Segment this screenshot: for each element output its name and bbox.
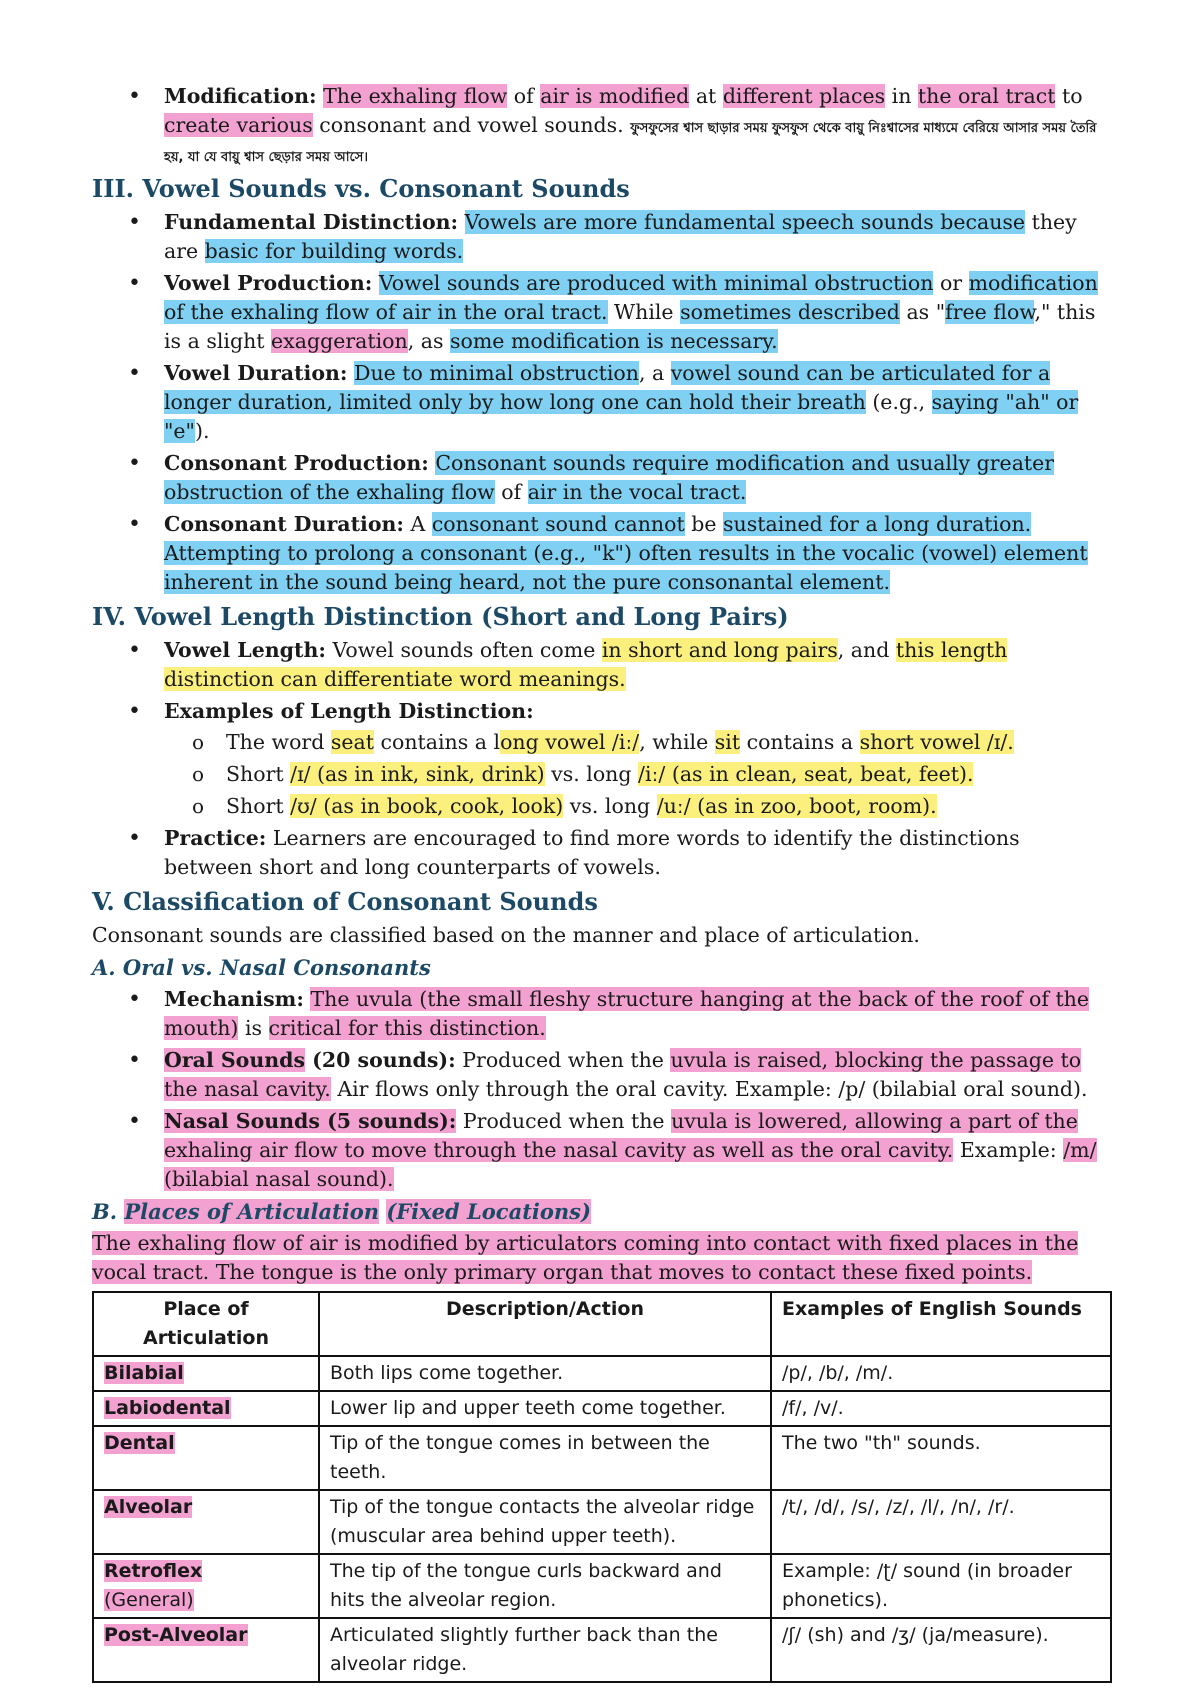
body-text: , while: [639, 730, 715, 754]
list-item: [164, 82, 1112, 169]
table-cell-description: Tip of the tongue contacts the alveolar ridge (muscular area behind upper teeth).: [319, 1490, 771, 1554]
highlight-text: Consonant sounds require modification and usually greater obstruction of the exhaling flow: [164, 451, 1055, 504]
table-row: [93, 1490, 1111, 1554]
sub-list-item: [226, 792, 1112, 821]
highlight-text: sometimes described: [680, 300, 900, 324]
highlight-text: basic for building words.: [204, 239, 464, 263]
bullet-label: Modification:: [164, 84, 317, 108]
body-text: is: [238, 1016, 269, 1040]
body-text: , and: [837, 638, 896, 662]
place-label: Dental: [104, 1432, 175, 1454]
table-row: [93, 1391, 1111, 1426]
body-text: Produced when the: [455, 1048, 671, 1072]
body-text: Short: [226, 794, 291, 818]
place-label: Labiodental: [104, 1397, 231, 1419]
list-item: [164, 697, 1112, 821]
subheading-paren: (Fixed Locations): [386, 1199, 591, 1224]
subheading-title: Places of Articulation: [124, 1199, 380, 1224]
articulation-table: [92, 1291, 1112, 1683]
bullet-label: Practice:: [164, 826, 267, 850]
bullet-label: Vowel Length:: [164, 638, 326, 662]
highlight-text: Vowels are more fundamental speech sounds because: [464, 210, 1026, 234]
section-intro: Consonant sounds are classified based on the manner and place of articulation.: [92, 923, 920, 947]
table-header: Description/Action: [319, 1292, 771, 1356]
body-text: be: [684, 512, 723, 536]
highlight-text: free flow: [945, 300, 1035, 324]
table-cell-place: [93, 1618, 319, 1682]
table-header: Examples of English Sounds: [771, 1292, 1111, 1356]
place-label: Post-Alveolar: [104, 1624, 248, 1646]
body-text: consonant and vowel sounds.: [312, 113, 624, 137]
highlight-text: exaggeration: [271, 329, 408, 353]
table-cell-place: [93, 1426, 319, 1490]
place-label: Alveolar: [104, 1496, 193, 1518]
highlight-text: Vowel sounds are produced with minimal obstruction: [378, 271, 934, 295]
highlight-text: Due to minimal obstruction: [354, 361, 639, 385]
body-text: , as: [407, 329, 450, 353]
bullet-label: Consonant Duration:: [164, 512, 404, 536]
table-cell-description: Lower lip and upper teeth come together.: [319, 1391, 771, 1426]
place-sublabel: (General): [104, 1589, 194, 1611]
table-cell-description: Articulated slightly further back than the alveolar ridge.: [319, 1618, 771, 1682]
highlight-text: short vowel /ɪ/.: [859, 730, 1014, 754]
list-item: [164, 824, 1112, 882]
body-text: contains a l: [373, 730, 501, 754]
table-cell-examples: /p/, /b/, /m/.: [771, 1356, 1111, 1391]
highlight-text: uvula is lowered, allowing a part of the exhaling air flow to move through the nasal cavity as well as the oral cavity.: [164, 1109, 1078, 1162]
highlight-text: different places: [722, 84, 886, 108]
subheading-letter: B: [92, 1199, 110, 1224]
list-item: [164, 636, 1112, 694]
list-item: [164, 1107, 1112, 1194]
bullet-label: Nasal Sounds (5 sounds):: [164, 1109, 457, 1133]
bengali-annotation: ফুসফুসের শ্বাস ছাড়ার সময় ফুসফুস থেকে বায়ু নিঃশ্বাসের মাধ্যমে বেরিয়ে আসার সময় তৈরি হয়, যা যে বায়ু শ্বাস ছেড়ার সময় আসে।: [164, 121, 1097, 165]
highlight-text: sustained for a long duration. Attempting to prolong a consonant (e.g., "k") often results in the vocalic (vowel) element inherent in the sound being heard, not the pure consonantal element.: [164, 512, 1088, 594]
table-header-row: [93, 1292, 1111, 1356]
table-cell-examples: The two "th" sounds.: [771, 1426, 1111, 1490]
place-label: Retroflex: [104, 1560, 203, 1582]
highlight-text: /iː/ (as in clean, seat, beat, feet).: [638, 762, 974, 786]
highlight-text: in short and long pairs: [601, 638, 838, 662]
body-text: A: [403, 512, 432, 536]
body-text: vs. long: [563, 794, 657, 818]
body-text: at: [689, 84, 723, 108]
body-text: Short: [226, 762, 291, 786]
bullet-list: [92, 208, 1112, 597]
highlight-text: uvula is raised, blocking the passage to the nasal cavity.: [164, 1048, 1082, 1101]
body-text: or: [933, 271, 969, 295]
list-item: [164, 449, 1112, 507]
bullet-label: Mechanism:: [164, 987, 304, 1011]
body-text: vs. long: [544, 762, 639, 786]
table-row: [93, 1554, 1111, 1618]
section-heading-5: V. Classification of Consonant Sounds: [92, 887, 598, 916]
highlight-text: the oral tract: [917, 84, 1056, 108]
section-heading-4: IV. Vowel Length Distinction (Short and Long Pairs): [92, 602, 789, 631]
highlight-text: The exhaling flow: [323, 84, 508, 108]
subheading-dot: .: [109, 1199, 125, 1224]
subheading-b: [92, 1198, 1112, 1226]
highlight-text: ong vowel /iː/: [500, 730, 640, 754]
sub-list-item: [226, 760, 1112, 789]
section-paragraph: [92, 1229, 1112, 1287]
highlight-text: modification of the exhaling flow of air in the oral tract.: [164, 271, 1098, 324]
body-text: Learners are encouraged to find more words to identify the distinctions between short and long counterparts of vowels.: [164, 826, 1020, 879]
highlight-text: The exhaling flow of air is modified by articulators coming into contact with fixed places in the vocal tract. The tongue is the only primary organ that moves to contact these fixed points.: [92, 1231, 1079, 1284]
highlight-text: The uvula (the small fleshy structure hanging at the back of the roof of the mouth): [164, 987, 1090, 1040]
body-text: Example:: [953, 1138, 1064, 1162]
highlight-text: sit: [714, 730, 741, 754]
table-cell-description: The tip of the tongue curls backward and hits the alveolar region.: [319, 1554, 771, 1618]
body-text: of: [494, 480, 528, 504]
table-header: Place of Articulation: [93, 1292, 319, 1356]
highlight-text: critical for this distinction.: [268, 1016, 546, 1040]
body-text: Air flows only through the oral cavity. Example: /p/ (bilabial oral sound).: [330, 1077, 1088, 1101]
table-cell-place: [93, 1391, 319, 1426]
body-text: to: [1055, 84, 1083, 108]
table-cell-place: [93, 1356, 319, 1391]
body-text: Vowel sounds often come: [325, 638, 602, 662]
bullet-label: Oral Sounds: [164, 1048, 306, 1072]
table-cell-examples: Example: /ʈ/ sound (in broader phonetics).: [771, 1554, 1111, 1618]
body-text: The word: [226, 730, 331, 754]
body-text: ).: [195, 419, 210, 443]
list-item: [164, 510, 1112, 597]
bullet-label: Vowel Production:: [164, 271, 373, 295]
subheading-a: A. Oral vs. Nasal Consonants: [92, 955, 431, 980]
body-text: Produced when the: [456, 1109, 672, 1133]
place-label: Bilabial: [104, 1362, 184, 1384]
body-text: While: [607, 300, 681, 324]
body-text: (e.g.,: [865, 390, 932, 414]
highlight-text: /ʊ/ (as in book, cook, look): [290, 794, 564, 818]
table-cell-examples: /f/, /v/.: [771, 1391, 1111, 1426]
table-cell-place: [93, 1554, 319, 1618]
body-text: as ": [899, 300, 946, 324]
body-text: ," this is a slight: [164, 300, 1096, 353]
table-cell-description: Both lips come together.: [319, 1356, 771, 1391]
bullet-label-count: (20 sounds):: [305, 1048, 456, 1072]
highlight-text: this length distinction can differentiate word meanings.: [164, 638, 1008, 691]
table-cell-description: Tip of the tongue comes in between the teeth.: [319, 1426, 771, 1490]
bullet-label: Examples of Length Distinction:: [164, 699, 534, 723]
bullet-list: [92, 82, 1112, 169]
highlight-text: create various: [164, 113, 313, 137]
list-item: [164, 359, 1112, 446]
highlight-text: saying "ah" or "e": [164, 390, 1079, 443]
highlight-text: /ɪ/ (as in ink, sink, drink): [290, 762, 545, 786]
section-heading-3: III. Vowel Sounds vs. Consonant Sounds: [92, 174, 630, 203]
list-item: [164, 1046, 1112, 1104]
highlight-text: /uː/ (as in zoo, boot, room).: [656, 794, 937, 818]
list-item: [164, 985, 1112, 1043]
highlight-text: air is modified: [540, 84, 690, 108]
list-item: [164, 208, 1112, 266]
body-text: of: [507, 84, 541, 108]
body-text: , a: [638, 361, 671, 385]
highlight-text: seat: [330, 730, 374, 754]
highlight-text: vowel sound can be articulated for a longer duration, limited only by how long one can hold their breath: [164, 361, 1051, 414]
bullet-list: [92, 636, 1112, 882]
list-item: [164, 269, 1112, 356]
sub-list-item: [226, 728, 1112, 757]
table-cell-examples: /t/, /d/, /s/, /z/, /l/, /n/, /r/.: [771, 1490, 1111, 1554]
table-row: [93, 1426, 1111, 1490]
body-text: in: [885, 84, 918, 108]
table-cell-examples: /ʃ/ (sh) and /ʒ/ (ja/measure).: [771, 1618, 1111, 1682]
highlight-text: consonant sound cannot: [431, 512, 685, 536]
document-content: [92, 82, 1112, 1683]
bullet-label: Fundamental Distinction:: [164, 210, 459, 234]
highlight-text: air in the vocal tract.: [527, 480, 747, 504]
table-cell-place: [93, 1490, 319, 1554]
highlight-text: /m/ (bilabial nasal sound).: [164, 1138, 1097, 1191]
highlight-text: some modification is necessary.: [450, 329, 778, 353]
table-row: [93, 1618, 1111, 1682]
bullet-label: Consonant Production:: [164, 451, 429, 475]
sub-list: [164, 728, 1112, 821]
body-text: contains a: [740, 730, 860, 754]
bullet-label: Vowel Duration:: [164, 361, 348, 385]
bullet-list: [92, 985, 1112, 1194]
body-text: they are: [164, 210, 1077, 263]
table-row: [93, 1356, 1111, 1391]
